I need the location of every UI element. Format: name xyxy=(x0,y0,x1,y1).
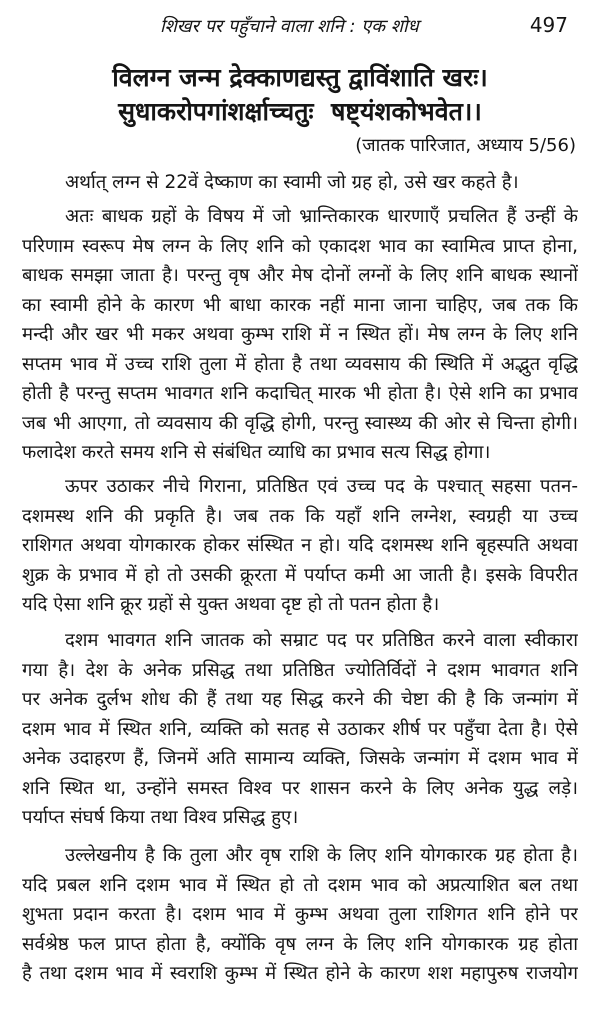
text-line: सप्तम भाव में उच्च राशि तुला में होता है तथा व्यवसाय की स्थिति में अद्भुत वृद्धि xyxy=(22,353,578,375)
text-line: अतः बाधक ग्रहों के विषय में जो भ्रान्तिकारक धारणाएँ प्रचलित हैं उन्हीं के xyxy=(65,206,578,227)
text-line: ऊपर उठाकर नीचे गिराना, प्रतिष्ठित एवं उच्च पद के पश्चात् सहसा पतन- xyxy=(65,476,578,497)
text-line: शनि स्थित था, उन्होंने समस्त विश्व पर शासन करने के लिए अनेक युद्ध लड़े। xyxy=(22,777,578,799)
text-line: अनेक उदाहरण हैं, जिनमें अति सामान्य व्यक्ति, जिसके जन्मांग में दशम भाव में xyxy=(22,748,578,769)
text-line: सर्वश्रेष्ठ फल प्राप्त होता है, क्योंकि वृष लग्न के लिए शनि योगकारक ग्रह होता xyxy=(22,933,578,955)
text-line: शुक्र के प्रभाव में हो तो उसकी क्रूरता में पर्याप्त कमी आ जाती है। इसके विपरीत xyxy=(22,564,578,586)
text-line: मन्दी और खर भी मकर अथवा कुम्भ राशि में न स्थित हों। मेष लग्न के लिए शनि xyxy=(22,324,578,345)
text-line: उल्लेखनीय है कि तुला और वृष राशि के लिए शनि योगकारक ग्रह होता है। xyxy=(65,845,578,866)
verse-line-1: विलग्न जन्म द्रेक्काणद्यस्तु द्वाविंशाति खरः। xyxy=(112,63,488,92)
running-header xyxy=(0,12,600,42)
paragraph xyxy=(22,472,578,620)
text-line: फलादेश करते समय शनि से संबंधित व्याधि का प्रभाव सत्य सिद्ध होगा। xyxy=(22,442,491,463)
verse-line-2: सुधाकरोपगांशर्क्षाच्चतुः षष्ट्यंशकोभवेत।। xyxy=(118,97,482,126)
paragraph xyxy=(22,168,578,198)
text-line: परिणाम स्वरूप मेष लग्न के लिए शनि को एकादश भाव का स्वामित्व प्राप्त होना, xyxy=(22,235,578,257)
text-line: दशमस्थ शनि की प्रकृति है। जब तक कि यहाँ शनि लग्नेश, स्वग्रही या उच्च xyxy=(22,505,578,527)
text-line: गया है। देश के अनेक प्रसिद्ध तथा प्रतिष्ठित ज्योतिर्विदों ने दशम भावगत शनि xyxy=(22,659,578,681)
text-line: है तथा दशम भाव में स्वराशि कुम्भ में स्थित होने के कारण शश महापुरुष राजयोग xyxy=(22,963,578,984)
text-line: पर अनेक दुर्लभ शोध की हैं तथा यह सिद्ध करने की चेष्टा की है कि जन्मांग में xyxy=(22,689,578,710)
running-title: शिखर पर पहुँचाने वाला शनि : एक शोध xyxy=(160,16,419,37)
verse-citation: (जातक पारिजात, अध्याय 5/56) xyxy=(355,135,576,156)
text-line: दशम भावगत शनि जातक को सम्राट पद पर प्रतिष्ठित करने वाला स्वीकारा xyxy=(65,630,578,651)
text-line: यदि ऐसा शनि क्रूर ग्रहों से युक्त अथवा दृष्ट हो तो पतन होता है। xyxy=(22,594,440,615)
text-line: यदि प्रबल शनि दशम भाव में स्थित हो तो दशम भाव को अप्रत्याशित बल तथा xyxy=(22,874,578,896)
text-line: बाधक समझा जाता है। परन्तु वृष और मेष दोनों लग्नों के लिए शनि बाधक स्थानों xyxy=(22,265,578,286)
paragraph xyxy=(22,841,578,989)
text-line: शुभता प्रदान करता है। दशम भाव में कुम्भ अथवा तुला राशिगत शनि होने पर xyxy=(22,904,578,925)
paragraph xyxy=(22,626,578,833)
paragraph xyxy=(22,202,578,468)
text-line: का स्वामी होने के कारण भी बाधा कारक नहीं माना जाना चाहिए, जब तक कि xyxy=(22,294,578,316)
text-line: होती है परन्तु सप्तम भावगत शनि कदाचित् मारक भी होता है। ऐसे शनि का प्रभाव xyxy=(22,383,578,404)
text-line: अर्थात् लग्न से 22वें देष्काण का स्वामी जो ग्रह हो, उसे खर कहते है। xyxy=(65,172,519,193)
text-line: पर्याप्त संघर्ष किया तथा विश्व प्रसिद्ध हुए। xyxy=(22,807,299,828)
text-line: राशिगत अथवा योगकारक होकर संस्थित न हो। यदि दशमस्थ शनि बृहस्पति अथवा xyxy=(22,535,578,556)
text-line: जब भी आएगा, तो व्यवसाय की वृद्धि होगी, परन्तु स्वास्थ्य की ओर से चिन्ता होगी। xyxy=(22,412,578,434)
text-line: दशम भाव में स्थित शनि, व्यक्ति को सतह से उठाकर शीर्ष पर पहुँचा देता है। ऐसे xyxy=(22,718,578,740)
page-number: 497 xyxy=(529,13,568,37)
